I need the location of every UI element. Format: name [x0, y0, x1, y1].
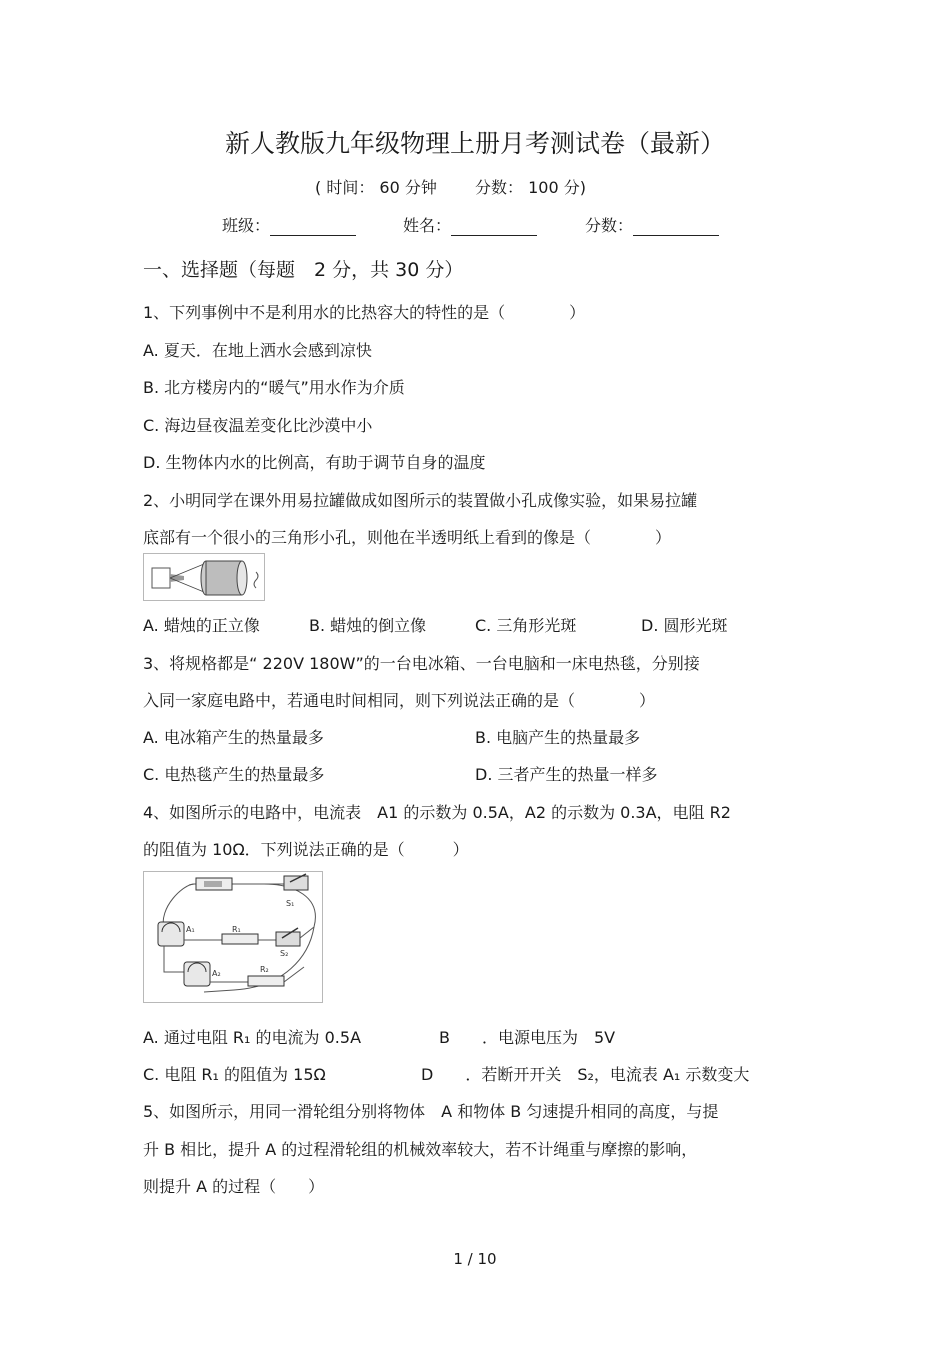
question-5-line-3: 则提升 A 的过程（ ） — [143, 1177, 325, 1196]
question-5-line-2: 升 B 相比，提升 A 的过程滑轮组的机械效率较大，若不计绳重与摩擦的影响， — [143, 1140, 698, 1159]
ammeter-2-label: A₂ — [212, 969, 221, 978]
resistor-2-label: R₂ — [260, 965, 269, 974]
switch-1-label: S₁ — [286, 899, 295, 908]
question-2-option-d: D. 圆形光斑 — [641, 616, 728, 635]
question-3-line-1: 3、将规格都是“ 220V 180W”的一台电冰箱、一台电脑和一床电热毯，分别接 — [143, 654, 700, 673]
score-field — [585, 213, 719, 236]
resistor-1-label: R₁ — [232, 925, 241, 934]
question-4-option-d: D ．若断开开关 S₂，电流表 A₁ 示数变大 — [421, 1065, 750, 1084]
question-1-stem: 1、下列事例中不是利用水的比热容大的特性的是（ ） — [143, 303, 586, 322]
pinhole-camera-figure — [143, 553, 265, 601]
question-3-option-c: C. 电热毯产生的热量最多 — [143, 765, 325, 784]
switch-2-label: S₂ — [280, 949, 289, 958]
question-4-option-b: B ．电源电压为 5V — [439, 1028, 616, 1047]
exam-total-score: 分数： 100 分) — [475, 178, 586, 197]
circuit-figure — [143, 871, 323, 1003]
name-label: 姓名： — [403, 216, 452, 235]
question-1-option-c: C. 海边昼夜温差变化比沙漠中小 — [143, 416, 373, 435]
question-4-line-1: 4、如图所示的电路中，电流表 A1 的示数为 0.5A，A2 的示数为 0.3A，电阻 R2 — [143, 803, 731, 822]
class-field — [222, 213, 356, 236]
question-2-line-2: 底部有一个很小的三角形小孔，则他在半透明纸上看到的像是（ ） — [143, 528, 672, 547]
question-2-option-c: C. 三角形光斑 — [475, 616, 577, 635]
section-heading: 一、选择题（每题 2 分，共 30 分） — [143, 259, 464, 281]
class-blank — [270, 217, 356, 236]
question-4-option-a: A. 通过电阻 R₁ 的电流为 0.5A — [143, 1028, 362, 1047]
question-4-line-2: 的阻值为 10Ω．下列说法正确的是（ ） — [143, 840, 469, 859]
class-label: 班级： — [222, 216, 271, 235]
question-3-option-b: B. 电脑产生的热量最多 — [475, 728, 641, 747]
ammeter-1-label: A₁ — [186, 925, 195, 934]
name-field — [403, 213, 537, 236]
question-4-option-c: C. 电阻 R₁ 的阻值为 15Ω — [143, 1065, 326, 1084]
score-blank — [633, 217, 719, 236]
question-2-option-b: B. 蜡烛的倒立像 — [309, 616, 427, 635]
question-2-line-1: 2、小明同学在课外用易拉罐做成如图所示的装置做小孔成像实验，如果易拉罐 — [143, 491, 698, 510]
question-3-line-2: 入同一家庭电路中，若通电时间相同，则下列说法正确的是（ ） — [143, 691, 656, 710]
name-blank — [451, 217, 537, 236]
question-1-option-a: A. 夏天．在地上洒水会感到凉快 — [143, 341, 372, 360]
question-3-option-a: A. 电冰箱产生的热量最多 — [143, 728, 324, 747]
pinhole-camera-drawing — [144, 554, 264, 600]
document-title: 新人教版九年级物理上册月考测试卷（最新） — [224, 129, 725, 158]
question-2-option-a: A. 蜡烛的正立像 — [143, 616, 260, 635]
page-number: 1 / 10 — [453, 1250, 497, 1268]
question-3-option-d: D. 三者产生的热量一样多 — [475, 765, 658, 784]
question-1-option-b: B. 北方楼房内的“暖气”用水作为介质 — [143, 378, 405, 397]
question-1-option-d: D. 生物体内水的比例高，有助于调节自身的温度 — [143, 453, 486, 472]
circuit-drawing — [144, 872, 322, 1002]
exam-time: ( 时间： 60 分钟 — [315, 178, 437, 197]
question-5-line-1: 5、如图所示，用同一滑轮组分别将物体 A 和物体 B 匀速提升相同的高度，与提 — [143, 1102, 719, 1121]
score-label: 分数： — [585, 216, 634, 235]
